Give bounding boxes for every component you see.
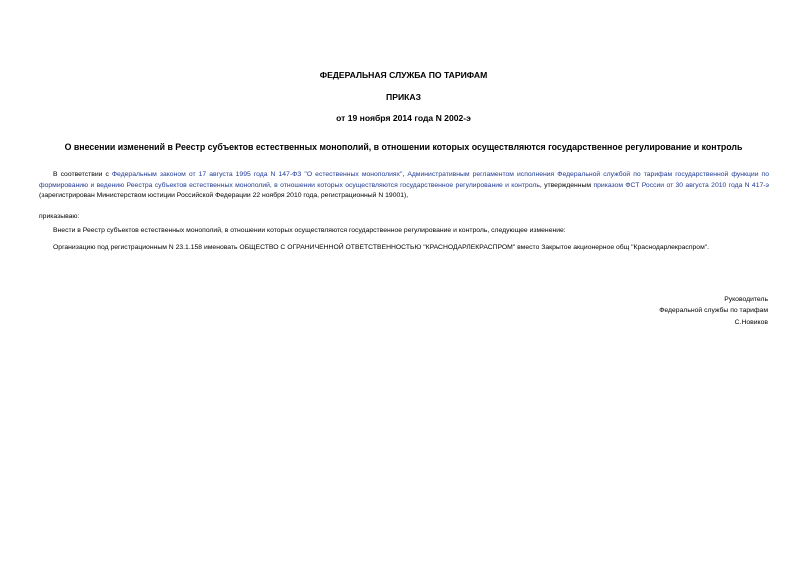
federal-law-link[interactable]: Федеральным законом от 17 августа 1995 года N 147-ФЗ "О естественных монополиях" bbox=[111, 171, 403, 178]
basis-text-mid: , утвержденным bbox=[539, 181, 594, 189]
document-type-heading: ПРИКАЗ bbox=[386, 92, 421, 102]
fst-order-link[interactable]: приказом ФСТ России от 30 августа 2010 года N 417-э bbox=[593, 181, 770, 189]
basis-separator: , bbox=[402, 171, 408, 178]
signature-title: Руководитель bbox=[724, 296, 768, 303]
document-title: О внесении изменений в Реестр субъектов естественных монополий, в отношении которых осуществляются государственное регулирование и контроль bbox=[64, 142, 743, 152]
admin-regulation-link[interactable]: Административным регламентом исполнения Федеральной службой по тарифам государственной функции по формированию и ведению Реестра субъектов естественных монополий, в отношении которых осуществляются государственное регулирование и контроль bbox=[39, 171, 769, 189]
agency-heading: ФЕДЕРАЛЬНАЯ СЛУЖБА ПО ТАРИФАМ bbox=[319, 70, 488, 80]
signature-agency: Федеральной службы по тарифам bbox=[659, 307, 768, 314]
order-word: приказываю: bbox=[39, 213, 80, 220]
date-number-heading: от 19 ноября 2014 года N 2002-э bbox=[336, 113, 471, 123]
organization-rename-paragraph: Организацию под регистрационным N 23.1.158 именовать ОБЩЕСТВО С ОГРАНИЧЕННОЙ ОТВЕТСТВЕННОСТЬЮ "КРАСНОДАРЛЕКРАСПРОМ" вместо Закрытое акционерное общ "Краснодарлекраспром". bbox=[53, 244, 710, 251]
change-intro-paragraph: Внести в Реестр субъектов естественных монополий, в отношении которых осуществляются государственное регулирование и контроль, следующее изменение: bbox=[53, 227, 566, 234]
signature-name: С.Новиков bbox=[734, 319, 768, 326]
basis-text-start: В соответствии с bbox=[53, 171, 112, 178]
basis-paragraph bbox=[39, 170, 769, 202]
basis-text-end: (зарегистрирован Министерством юстиции Российской Федерации 22 ноября 2010 года, регистрационный N 19001), bbox=[39, 192, 409, 199]
